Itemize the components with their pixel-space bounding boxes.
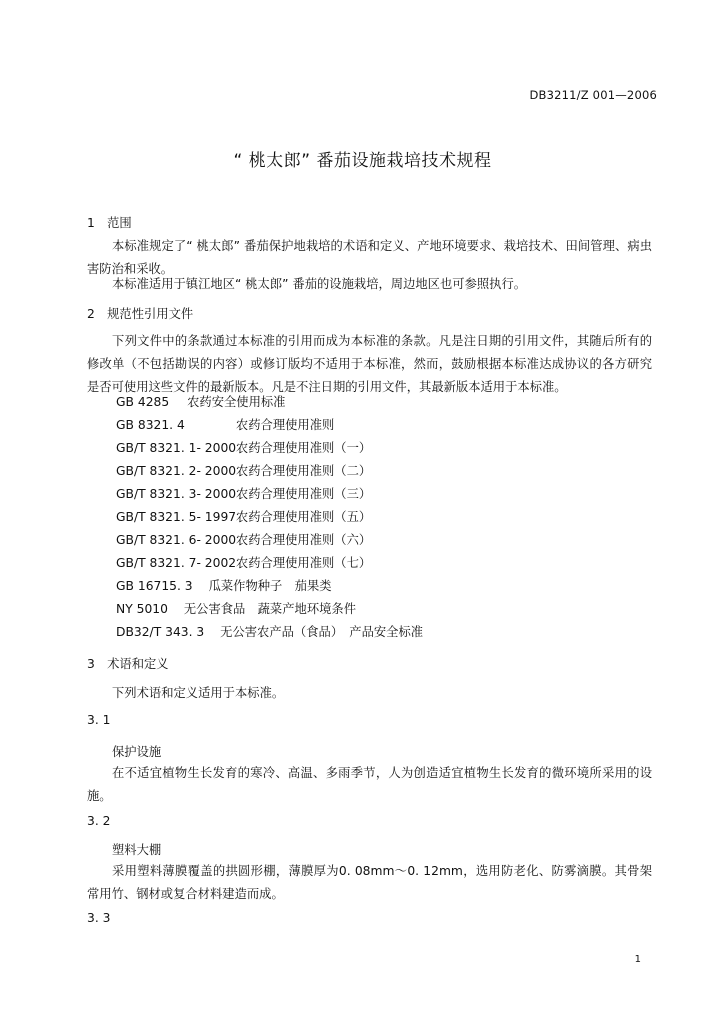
section-2-paragraph: 下列文件中的条款通过本标准的引用而成为本标准的条款。凡是注日期的引用文件，其随后所有的修改单（不包括勘误的内容）或修订版均不适用于本标准，然而，鼓励根据本标准达成协议的各方研究是否可使用这些文件的最新版本。凡是不注日期的引用文件，其最新版本适用于本标准。 bbox=[87, 334, 652, 394]
reference-code: GB 8321. 4 bbox=[116, 418, 185, 432]
reference-title: 农药合理使用准则（五） bbox=[235, 510, 372, 524]
reference-item bbox=[116, 415, 334, 433]
reference-title: 农药合理使用准则（三） bbox=[235, 487, 372, 501]
section-1-paragraph-2: 本标准适用于镇江地区“ 桃太郎” 番茄的设施栽培，周边地区也可参照执行。 bbox=[112, 277, 527, 291]
section-1-heading: 1 范围 bbox=[87, 216, 132, 230]
reference-item bbox=[116, 530, 371, 548]
standard-code: DB3211/Z 001—2006 bbox=[529, 88, 657, 102]
clause-number: 3. 3 bbox=[87, 911, 111, 925]
document-title: “ 桃太郎” 番茄设施栽培技术规程 bbox=[233, 151, 492, 171]
page-number: 1 bbox=[634, 954, 641, 965]
reference-code: GB 4285 bbox=[116, 395, 170, 409]
reference-item bbox=[116, 484, 371, 502]
reference-code: NY 5010 bbox=[116, 602, 168, 616]
section-3-intro: 下列术语和定义适用于本标准。 bbox=[112, 686, 285, 700]
clause-number: 3. 1 bbox=[87, 713, 111, 727]
reference-code: GB/T 8321. 3- 2000 bbox=[116, 487, 237, 501]
reference-code: DB32/T 343. 3 bbox=[116, 625, 205, 639]
reference-item bbox=[116, 507, 371, 525]
term-definition: 采用塑料薄膜覆盖的拱圆形棚，薄膜厚为0. 08mm～0. 12mm，选用防老化、防雾滴膜。其骨架常用竹、钢材或复合材料建造而成。 bbox=[87, 864, 652, 901]
reference-code: GB/T 8321. 6- 2000 bbox=[116, 533, 237, 547]
reference-item bbox=[116, 576, 332, 594]
section-2-heading: 2 规范性引用文件 bbox=[87, 307, 194, 321]
reference-title: 无公害农产品（食品） 产品安全标准 bbox=[220, 625, 424, 639]
reference-item bbox=[116, 599, 356, 617]
reference-title: 瓜菜作物种子 茄果类 bbox=[208, 579, 332, 593]
reference-title: 农药合理使用准则（六） bbox=[235, 533, 372, 547]
term-name: 塑料大棚 bbox=[112, 843, 162, 857]
reference-title: 农药合理使用准则（二） bbox=[235, 464, 372, 478]
reference-title: 农药合理使用准则（一） bbox=[235, 441, 372, 455]
section-3-heading: 3 术语和定义 bbox=[87, 657, 169, 671]
section-1-paragraph-1: 本标准规定了“ 桃太郎” 番茄保护地栽培的术语和定义、产地环境要求、栽培技术、田间管理、病虫害防治和采收。 bbox=[87, 239, 652, 276]
term-name: 保护设施 bbox=[112, 745, 162, 759]
reference-code: GB/T 8321. 5- 1997 bbox=[116, 510, 237, 524]
term-definition: 在不适宜植物生长发育的寒冷、高温、多雨季节，人为创造适宜植物生长发育的微环境所采用的设施。 bbox=[87, 766, 652, 803]
reference-item bbox=[116, 438, 371, 456]
reference-title: 农药安全使用标准 bbox=[187, 395, 286, 409]
reference-code: GB 16715. 3 bbox=[116, 579, 193, 593]
reference-title: 无公害食品 蔬菜产地环境条件 bbox=[183, 602, 357, 616]
reference-title: 农药合理使用准则 bbox=[235, 418, 335, 432]
reference-item bbox=[116, 622, 423, 640]
reference-item bbox=[116, 392, 285, 410]
reference-code: GB/T 8321. 2- 2000 bbox=[116, 464, 237, 478]
reference-code: GB/T 8321. 1- 2000 bbox=[116, 441, 237, 455]
reference-item bbox=[116, 461, 371, 479]
reference-title: 农药合理使用准则（七） bbox=[235, 556, 372, 570]
reference-code: GB/T 8321. 7- 2002 bbox=[116, 556, 237, 570]
clause-number: 3. 2 bbox=[87, 814, 111, 828]
reference-item bbox=[116, 553, 371, 571]
